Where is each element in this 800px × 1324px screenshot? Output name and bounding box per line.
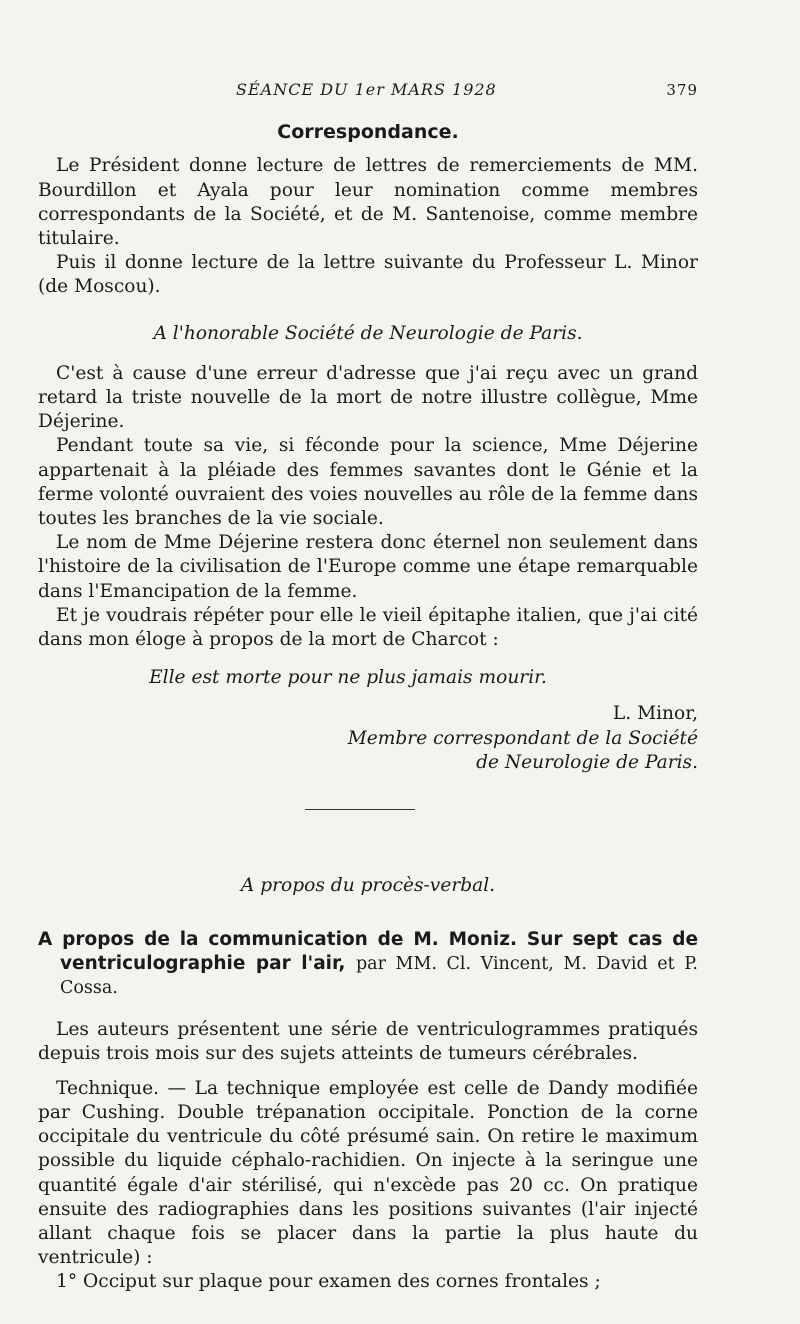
paragraph-thanks: Le Président donne lecture de lettres de remerciements de MM. Bourdillon et Ayala pour leur nomination comme membres correspondants de la Société, et de M. Santenoise, comme membre titulaire.	[38, 155, 698, 250]
document-page	[38, 78, 698, 1295]
letter-address: A l'honorable Société de Neurologie de Paris.	[153, 322, 583, 344]
subsection-heading: A propos du procès-verbal.	[240, 875, 496, 897]
signature-name: L. Minor,	[612, 703, 698, 725]
paragraph-intro: Les auteurs présentent une série de ventriculogrammes pratiqués depuis trois mois sur des sujets atteints de tumeurs cérébrales.	[38, 1019, 698, 1065]
running-header	[38, 78, 698, 102]
epitaph: Elle est morte pour ne plus jamais mourir.	[149, 667, 547, 689]
page-number: 379	[666, 81, 698, 99]
article-authors: par MM. Cl. Vincent, M. David et P. Cossa.	[60, 954, 698, 999]
letter-paragraph: Le nom de Mme Déjerine restera donc éternel non seulement dans l'histoire de la civilisation de l'Europe comme une étape remarquable dans l'Emancipation de la femme.	[38, 532, 698, 602]
paragraph-letter-intro: Puis il donne lecture de la lettre suivante du Professeur L. Minor (de Moscou).	[38, 252, 698, 298]
signature-block	[38, 702, 698, 775]
list-item-1: 1° Occiput sur plaque pour examen des cornes frontales ;	[56, 1271, 601, 1293]
letter-paragraph: C'est à cause d'une erreur d'adresse que j'ai reçu avec un grand retard la triste nouvelle de la mort de notre illustre collègue, Mme Déjerine.	[38, 362, 698, 433]
letter-paragraph: Pendant toute sa vie, si féconde pour la science, Mme Déjerine appartenait à la pléiade des femmes savantes dont le Génie et la ferme volonté ouvraient des voies nouvelles au rôle de la femme dans toutes les branches de la vie sociale.	[38, 435, 698, 530]
signature-role-line-2: de Neurologie de Paris.	[476, 751, 698, 773]
paragraph-technique: Technique. — La technique employée est celle de Dandy modifiée par Cushing. Double trépanation occipitale. Ponction de la corne occipitale du ventricule du côté présumé sain. On retire le maximum possible du liquide céphalo-rachidien. On injecte à la seringue une quantité égale d'air stérilisé, qui n'excède pas 20 cc. On pratique ensuite des radiographies dans les positions suivantes (l'air injecté allant chaque fois se placer dans la partie la plus haute du ventricule) :	[38, 1077, 698, 1269]
running-title: SÉANCE DU 1er MARS 1928	[236, 80, 497, 99]
section-title-correspondance: Correspondance.	[277, 121, 459, 144]
section-divider	[305, 809, 415, 810]
signature-role-line-1: Membre correspondant de la Société	[347, 727, 698, 749]
letter-paragraph: Et je voudrais répéter pour elle le vieil épitaphe italien, que j'ai cité dans mon éloge à propos de la mort de Charcot :	[38, 604, 698, 651]
spacer	[38, 1067, 698, 1077]
article-title-text: A propos de la communication de M. Moniz. Sur sept cas de ventriculographie par l'air,	[38, 929, 698, 975]
article-title	[38, 928, 698, 1000]
